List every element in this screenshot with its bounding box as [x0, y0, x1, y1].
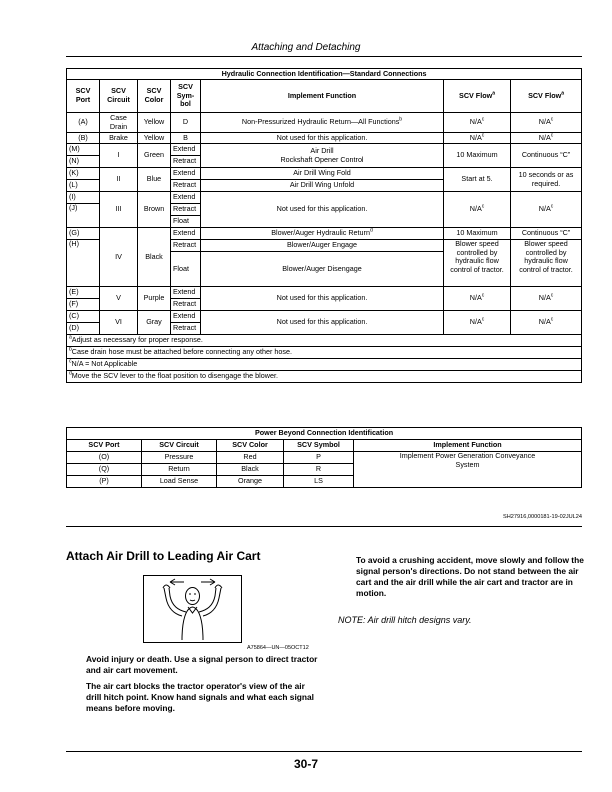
cell-port: (I) — [67, 192, 100, 204]
cell-function: Non-Pressurized Hydraulic Return—All Functions$^b$ — [201, 113, 444, 133]
cell-color: Yellow — [138, 113, 171, 133]
cell-port: (P) — [67, 476, 142, 488]
cell-flow-1: $N/A^c$ — [444, 133, 511, 144]
section-rule — [66, 526, 582, 527]
cell-flow-2: Blower speed controlled by hydraulic flow control of tractor. — [511, 240, 582, 287]
cell-circuit: Load Sense — [142, 476, 217, 488]
cell-color: Black — [217, 464, 284, 476]
table-row — [67, 113, 582, 133]
cell-symbol: Retract — [171, 240, 201, 252]
cell-flow-1: $N/A^c$ — [444, 311, 511, 335]
cell-circuit: Pressure — [142, 452, 217, 464]
reference-id: SH27916,0000181-19-02JUL24 — [503, 514, 582, 520]
image-id: A75864—UN—05OCT12 — [247, 645, 309, 651]
table-row — [67, 287, 582, 299]
cell-color: Gray — [138, 311, 171, 335]
cell-symbol: D — [171, 113, 201, 133]
cell-flow-1: $N/A^c$ — [444, 113, 511, 133]
cell-port: (C) — [67, 311, 100, 323]
cell-port: (E) — [67, 287, 100, 299]
col-header-circuit: SCV Circuit — [100, 80, 138, 113]
col-header-flow-1: SCV Flow$^a$ — [444, 80, 511, 113]
cell-symbol: Extend — [171, 168, 201, 180]
cell-function: Not used for this application. — [201, 192, 444, 228]
footnote-c: $^c$N/A = Not Applicable — [67, 359, 582, 371]
section-title: Attach Air Drill to Leading Air Cart — [66, 549, 261, 563]
footer-rule — [66, 751, 582, 752]
signal-person-illustration — [143, 575, 242, 643]
table-row — [67, 228, 582, 240]
cell-function: Not used for this application. — [201, 133, 444, 144]
cell-color: Black — [138, 228, 171, 287]
cell-color: Green — [138, 144, 171, 168]
cell-function: Implement Power Generation Conveyance System — [354, 452, 582, 488]
cell-flow-2: $N/A^c$ — [511, 287, 582, 311]
cell-flow-2: $N/A^c$ — [511, 311, 582, 335]
col-header-color: SCV Color — [138, 80, 171, 113]
col-header-color: SCV Color — [217, 440, 284, 452]
warning-blocked-view: The air cart blocks the tractor operator's view of the air drill hitch point. Know hand signals and what each signal means before moving. — [86, 681, 315, 713]
cell-symbol: Retract — [171, 156, 201, 168]
cell-port: (A) — [67, 113, 100, 133]
cell-symbol: Extend — [171, 228, 201, 240]
cell-flow-1: Blower speed controlled by hydraulic flow control of tractor. — [444, 240, 511, 287]
cell-symbol: Float — [171, 216, 201, 228]
hand-signal-icon — [144, 576, 241, 642]
table-row — [67, 452, 582, 464]
cell-flow-1: 10 Maximum — [444, 228, 511, 240]
cell-port: (D) — [67, 323, 100, 335]
table-row — [67, 168, 582, 180]
cell-symbol: Retract — [171, 180, 201, 192]
cell-color: Yellow — [138, 133, 171, 144]
cell-port: (F) — [67, 299, 100, 311]
cell-function: Blower/Auger Engage — [201, 240, 444, 252]
cell-symbol: R — [284, 464, 354, 476]
cell-flow-1: $N/A^c$ — [444, 192, 511, 228]
cell-symbol: Extend — [171, 311, 201, 323]
cell-symbol: Extend — [171, 287, 201, 299]
cell-flow-1: Start at 5. — [444, 168, 511, 192]
warning-crushing: To avoid a crushing accident, move slowly and follow the signal person's directions. Do not stand between the air cart and the air drill while the air cart and tractor are in motion. — [356, 555, 584, 598]
power-beyond-table — [66, 427, 582, 488]
cell-function: Not used for this application. — [201, 287, 444, 311]
cell-flow-2: 10 seconds or as required. — [511, 168, 582, 192]
cell-function: Air Drill Wing Unfold — [201, 180, 444, 192]
cell-circuit: Case Drain — [100, 113, 138, 133]
cell-flow-2: $N/A^c$ — [511, 192, 582, 228]
cell-function: Blower/Auger Disengage — [201, 252, 444, 287]
cell-flow-1: 10 Maximum — [444, 144, 511, 168]
cell-flow-2: $N/A^c$ — [511, 133, 582, 144]
cell-color: Purple — [138, 287, 171, 311]
cell-flow-2: Continuous “C” — [511, 228, 582, 240]
cell-port: (N) — [67, 156, 100, 168]
cell-port: (O) — [67, 452, 142, 464]
cell-function: Air Drill Rockshaft Opener Control — [201, 144, 444, 168]
col-header-port: SCV Port — [67, 80, 100, 113]
cell-port: (Q) — [67, 464, 142, 476]
cell-circuit: II — [100, 168, 138, 192]
cell-port: (B) — [67, 133, 100, 144]
col-header-function: Implement Function — [354, 440, 582, 452]
footnote-d: $^d$Move the SCV lever to the float position to disengage the blower. — [67, 371, 582, 383]
cell-color: Orange — [217, 476, 284, 488]
cell-symbol: B — [171, 133, 201, 144]
cell-port: (K) — [67, 168, 100, 180]
cell-symbol: Float — [171, 252, 201, 287]
cell-color: Blue — [138, 168, 171, 192]
cell-function: Not used for this application. — [201, 311, 444, 335]
cell-function: Blower/Auger Hydraulic Return$^d$ — [201, 228, 444, 240]
hydraulic-table-title: Hydraulic Connection Identification—Standard Connections — [67, 69, 582, 80]
header-rule — [66, 56, 582, 57]
cell-flow-2: Continuous “C” — [511, 144, 582, 168]
cell-circuit: Brake — [100, 133, 138, 144]
cell-port: (L) — [67, 180, 100, 192]
warning-signal-person: Avoid injury or death. Use a signal person to direct tractor and air cart movement. — [86, 654, 318, 675]
cell-circuit: IV — [100, 228, 138, 287]
cell-symbol: Retract — [171, 323, 201, 335]
cell-symbol: P — [284, 452, 354, 464]
note-hitch-designs: NOTE: Air drill hitch designs vary. — [338, 615, 472, 625]
power-table-title: Power Beyond Connection Identification — [67, 428, 582, 440]
cell-flow-2: $N/A^c$ — [511, 113, 582, 133]
table-row — [67, 192, 582, 204]
cell-circuit: III — [100, 192, 138, 228]
page-number: 30-7 — [293, 757, 319, 771]
cell-function: Air Drill Wing Fold — [201, 168, 444, 180]
cell-color: Red — [217, 452, 284, 464]
cell-port: (G) — [67, 228, 100, 240]
table-row — [67, 133, 582, 144]
col-header-symbol: SCV Sym- bol — [171, 80, 201, 113]
cell-symbol: Retract — [171, 204, 201, 216]
footnote-b: $^b$Case drain hose must be attached before connecting any other hose. — [67, 347, 582, 359]
cell-circuit: I — [100, 144, 138, 168]
table-row — [67, 144, 582, 156]
col-header-circuit: SCV Circuit — [142, 440, 217, 452]
cell-flow-1: $N/A^c$ — [444, 287, 511, 311]
col-header-flow-2: SCV Flow$^a$ — [511, 80, 582, 113]
hydraulic-connection-table — [66, 68, 582, 383]
col-header-function: Implement Function — [201, 80, 444, 113]
cell-color: Brown — [138, 192, 171, 228]
cell-symbol: Extend — [171, 192, 201, 204]
cell-port: (M) — [67, 144, 100, 156]
table-row — [67, 311, 582, 323]
cell-port: (J) — [67, 204, 100, 228]
cell-symbol: LS — [284, 476, 354, 488]
col-header-port: SCV Port — [67, 440, 142, 452]
footnote-a: $^a$Adjust as necessary for proper response. — [67, 335, 582, 347]
cell-circuit: VI — [100, 311, 138, 335]
cell-symbol: Retract — [171, 299, 201, 311]
cell-circuit: V — [100, 287, 138, 311]
cell-circuit: Return — [142, 464, 217, 476]
page-header-title: Attaching and Detaching — [251, 42, 361, 53]
col-header-symbol: SCV Symbol — [284, 440, 354, 452]
cell-port: (H) — [67, 240, 100, 287]
cell-symbol: Extend — [171, 144, 201, 156]
